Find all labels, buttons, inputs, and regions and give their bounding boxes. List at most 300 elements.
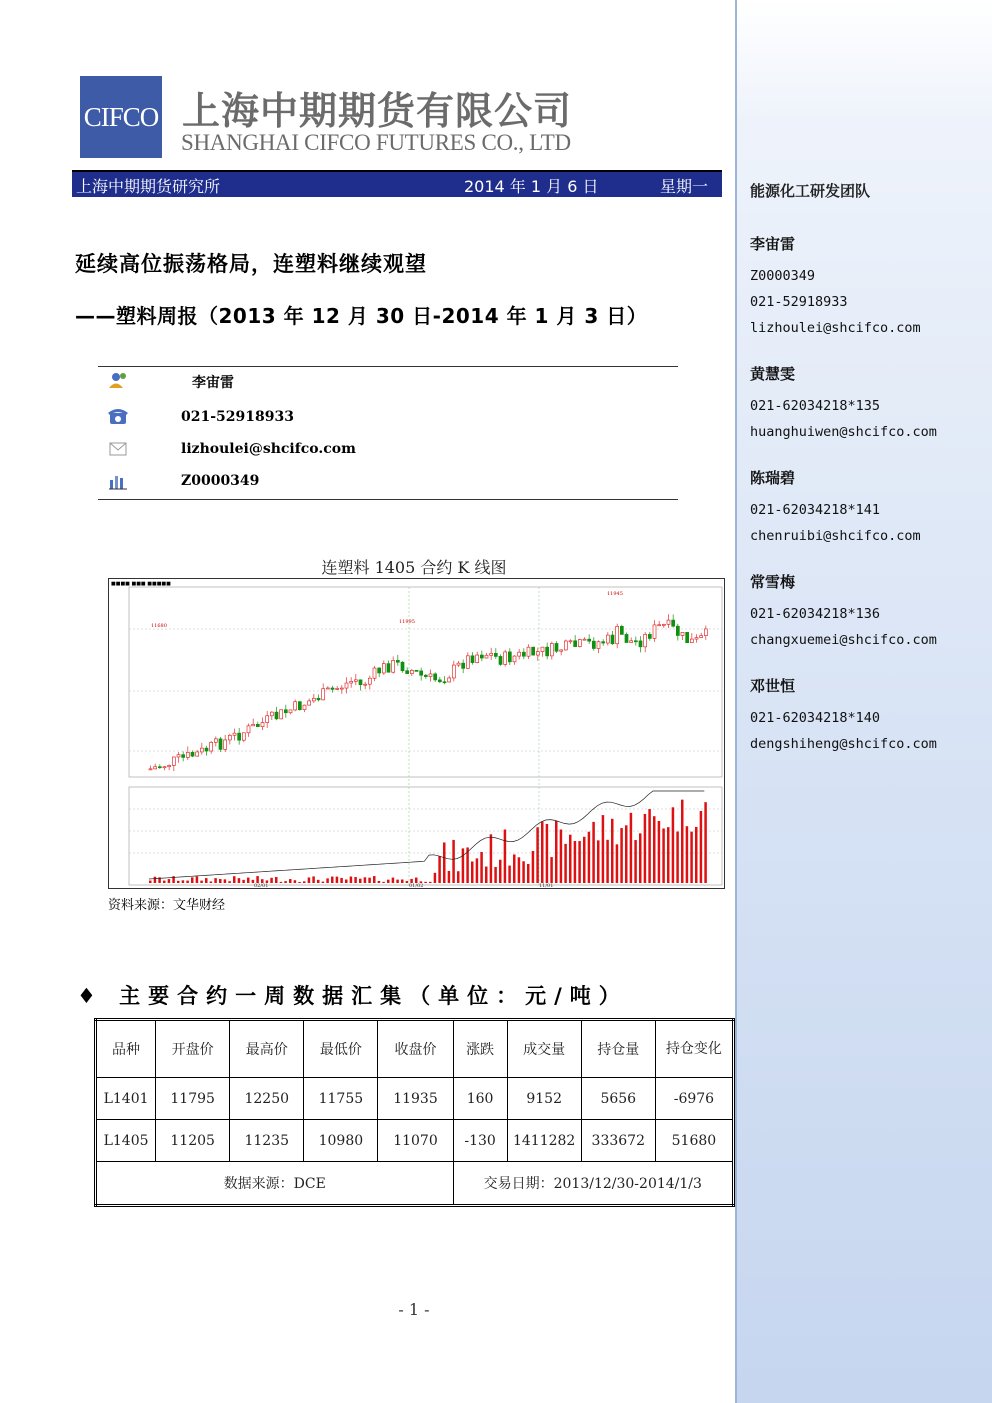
table-cell: 5656 (581, 1078, 655, 1120)
member-phone: 021-62034218*141 (750, 502, 881, 518)
candle-body (396, 660, 399, 662)
sidebar (735, 0, 992, 1403)
volume-bar (168, 879, 171, 883)
volume-bar (686, 826, 689, 883)
candle-body (592, 641, 595, 648)
volume-bar (228, 881, 231, 883)
candle-body (513, 656, 516, 662)
report-subtitle: ——塑料周报（2013 年 12 月 30 日-2014 年 1 月 3 日） (75, 304, 648, 328)
volume-bar (658, 821, 661, 883)
volume-bar (555, 821, 558, 883)
candle-body (634, 641, 637, 642)
volume-bar (681, 800, 684, 883)
candle-body (228, 735, 231, 740)
header-cell: 最高价 (230, 1020, 304, 1078)
volume-bar (536, 827, 539, 883)
table-trade-date: 交易日期：2013/12/30-2014/1/3 (453, 1162, 733, 1206)
candle-body (429, 674, 432, 677)
volume-bar (280, 882, 283, 883)
candle-body (177, 755, 180, 757)
volume-bar (560, 830, 563, 883)
candle-body (504, 652, 507, 665)
candle-body (340, 688, 343, 689)
candle-body (574, 641, 577, 647)
candle-body (191, 752, 194, 756)
volume-bar (457, 871, 460, 883)
volume-bar (438, 856, 441, 883)
candle-body (620, 626, 623, 634)
volume-bar (690, 832, 693, 883)
volume-bar (490, 834, 493, 883)
candle-body (378, 668, 381, 673)
member-email[interactable]: dengshiheng@shcifco.com (750, 736, 937, 752)
person-icon (108, 371, 128, 389)
member-phone: 021-62034218*136 (750, 606, 881, 622)
volume-bar (345, 880, 348, 883)
member-phone: 021-62034218*135 (750, 398, 881, 414)
header-cell: 品种 (96, 1020, 156, 1078)
member-name: 常雪梅 (750, 573, 796, 591)
volume-bar (284, 881, 287, 883)
volume-bar (424, 882, 427, 883)
sidebar-member (750, 467, 921, 549)
candle-body (233, 733, 236, 735)
volume-bar (331, 877, 334, 883)
table-cell: -130 (453, 1120, 507, 1162)
table-cell: 51680 (655, 1120, 733, 1162)
volume-bar (518, 857, 521, 883)
x-tick-label: 11/01 (539, 883, 554, 888)
volume-bar (275, 877, 278, 883)
volume-bar (200, 881, 203, 883)
chart-icon (108, 472, 128, 490)
volume-bar (620, 828, 623, 883)
volume-bar (564, 844, 567, 883)
volume-bar (186, 881, 189, 883)
volume-bar (312, 876, 315, 883)
volume-bar (676, 832, 679, 883)
candle-body (219, 739, 222, 750)
candle-body (686, 632, 689, 642)
logo-text: CIFCO (83, 101, 159, 132)
volume-bar (532, 851, 535, 883)
figure-caption: 连塑料 1405 合约 K 线图 (321, 558, 507, 577)
volume-bar (214, 878, 217, 883)
table-cell: 11070 (378, 1120, 453, 1162)
volume-bar (485, 867, 488, 883)
candle-body (532, 647, 535, 655)
candle-body (420, 671, 423, 675)
candle-body (476, 655, 479, 663)
volume-bar (476, 858, 479, 883)
volume-bar (569, 835, 572, 883)
candle-body (214, 739, 217, 742)
diamond-bullet-icon: ♦ (77, 984, 104, 1008)
candle-body (163, 767, 166, 768)
volume-bar (191, 877, 194, 883)
table-cell: -6976 (655, 1078, 733, 1120)
author-name: 李宙雷 (192, 375, 234, 391)
member-name: 邓世恒 (750, 677, 796, 695)
candle-body (578, 640, 581, 647)
envelope-icon (108, 440, 128, 458)
candle-body (667, 620, 670, 624)
candle-body (546, 647, 549, 656)
volume-bar (294, 880, 297, 883)
volume-bar (578, 841, 581, 883)
candle-body (345, 683, 348, 688)
banner-date: 2014 年 1 月 6 日 (464, 177, 599, 196)
company-name-en: SHANGHAI CIFCO FUTURES CO., LTD (181, 130, 571, 155)
volume-bar (396, 880, 399, 883)
volume-bar (368, 878, 371, 883)
header-cell: 开盘价 (156, 1020, 230, 1078)
table-cell: 12250 (230, 1078, 304, 1120)
volume-bar (616, 844, 619, 883)
candle-body (247, 726, 250, 733)
volume-bar (392, 878, 395, 883)
figure-source: 资料来源：文华财经 (108, 898, 226, 913)
volume-bar (504, 830, 507, 883)
candle-body (471, 656, 474, 663)
candle-body (434, 674, 437, 680)
candle-body (462, 663, 465, 668)
candle-body (452, 665, 455, 678)
volume-bar (210, 881, 213, 883)
volume-bar (373, 876, 376, 883)
volume-bar (434, 873, 437, 883)
price-panel (129, 587, 722, 777)
candle-body (354, 680, 357, 682)
page-number: - 1 - (398, 1300, 430, 1319)
candle-body (485, 655, 488, 658)
member-email[interactable]: lizhoulei@shcifco.com (750, 320, 921, 336)
table-row (96, 1078, 734, 1120)
volume-bar (662, 828, 665, 883)
candle-body (200, 748, 203, 752)
banner-institute: 上海中期期货研究所 (76, 177, 221, 196)
header-cell: 持仓量 (581, 1020, 655, 1078)
volume-bar (606, 840, 609, 883)
candle-body (588, 639, 591, 641)
candle-body (424, 675, 427, 676)
candle-body (522, 652, 525, 656)
candle-body (331, 688, 334, 689)
candle-body (364, 684, 367, 685)
volume-bar (644, 814, 647, 883)
sidebar-member (750, 233, 921, 341)
candle-body (443, 682, 446, 683)
candle-body (275, 712, 278, 719)
member-phone: 021-52918933 (750, 294, 848, 310)
volume-bar (429, 882, 432, 883)
candle-body (700, 636, 703, 638)
section-heading (77, 980, 628, 1010)
volume-bar (462, 848, 465, 883)
volume-bar (508, 866, 511, 883)
candle-body (294, 702, 297, 710)
header-cell: 持仓变化 (655, 1020, 733, 1078)
volume-bar (247, 878, 250, 883)
candle-body (359, 680, 362, 685)
table-source: 数据来源：DCE (96, 1162, 454, 1206)
candle-body (438, 680, 441, 682)
volume-bar (546, 824, 549, 883)
candle-body (312, 698, 315, 701)
volume-bar (359, 879, 362, 883)
table-cell: L1401 (96, 1078, 156, 1120)
candle-body (597, 642, 600, 649)
volume-bar (149, 881, 152, 883)
author-email[interactable]: lizhoulei@shcifco.com (181, 441, 356, 457)
candle-body (205, 748, 208, 751)
table-cell: L1405 (96, 1120, 156, 1162)
volume-bar (597, 840, 600, 883)
candle-body (681, 632, 684, 635)
volume-bar (541, 822, 544, 883)
candle-body (676, 626, 679, 635)
candle-body (252, 724, 255, 725)
sidebar-member (750, 363, 937, 445)
volume-bar (354, 877, 357, 883)
volume-bar (387, 880, 390, 883)
member-license: Z0000349 (750, 268, 816, 284)
table-cell: 11205 (156, 1120, 230, 1162)
candle-body (690, 639, 693, 643)
table-cell: 1411282 (507, 1120, 581, 1162)
contract-summary-table (94, 1018, 735, 1207)
volume-bar (308, 877, 311, 883)
candle-body (158, 767, 161, 768)
volume-bar (634, 840, 637, 883)
candle-body (280, 710, 283, 719)
candle-body (611, 635, 614, 644)
volume-bar (205, 878, 208, 883)
volume-bar (499, 860, 502, 883)
candle-body (368, 678, 371, 684)
volume-bar (443, 842, 446, 883)
candle-body (704, 629, 707, 636)
member-name: 黄慧雯 (750, 365, 796, 383)
sidebar-team-title: 能源化工研发团队 (750, 182, 871, 200)
candle-body (350, 681, 353, 683)
member-email[interactable]: huanghuiwen@shcifco.com (750, 424, 937, 440)
candle-body (322, 689, 325, 700)
candle-body (490, 653, 493, 655)
candle-body (662, 624, 665, 625)
sidebar-member (750, 675, 937, 757)
volume-bar (242, 880, 245, 883)
volume-bar (588, 832, 591, 883)
candle-body (210, 742, 213, 751)
candle-body (457, 663, 460, 665)
volume-bar (406, 881, 409, 883)
volume-bar (653, 816, 656, 883)
volume-bar (513, 854, 516, 883)
candle-body (336, 688, 339, 689)
candle-body (508, 652, 511, 662)
candle-body (401, 662, 404, 670)
candle-body (527, 647, 530, 656)
volume-bar (611, 819, 614, 883)
volume-bar (317, 880, 320, 883)
volume-bar (672, 807, 675, 883)
candle-body (653, 625, 656, 638)
author-phone: 021-52918933 (181, 409, 294, 425)
volume-bar (550, 857, 553, 883)
volume-bar (471, 861, 474, 883)
candle-body (317, 698, 320, 700)
volume-bar (340, 878, 343, 883)
candle-body (172, 757, 175, 765)
candle-body (154, 767, 157, 769)
member-name: 李宙雷 (750, 235, 796, 253)
table-cell: 11235 (230, 1120, 304, 1162)
volume-bar (602, 815, 605, 883)
candle-body (564, 641, 567, 650)
company-name-cn: 上海中期期货有限公司 (182, 89, 573, 133)
volume-bar (177, 881, 180, 883)
candle-body (616, 626, 619, 643)
volume-bar (289, 879, 292, 883)
candle-body (644, 634, 647, 646)
member-email[interactable]: chenruibi@shcifco.com (750, 528, 921, 544)
price-label: 11995 (399, 619, 415, 625)
volume-bar (448, 871, 451, 883)
candle-body (518, 652, 521, 656)
table-footer-row (96, 1162, 734, 1206)
author-license: Z0000349 (181, 473, 260, 489)
phone-icon (108, 408, 128, 426)
member-name: 陈瑞碧 (750, 469, 796, 487)
volume-bar (270, 878, 273, 883)
member-phone: 021-62034218*140 (750, 710, 881, 726)
candle-body (648, 634, 651, 638)
volume-bar (364, 877, 367, 883)
volume-bar (648, 809, 651, 883)
candle-body (695, 638, 698, 639)
volume-bar (630, 813, 633, 883)
volume-bar (238, 878, 241, 883)
volume-bar (452, 840, 455, 883)
candle-body (261, 723, 264, 727)
volume-bar (350, 877, 353, 883)
candle-body (149, 769, 152, 770)
candle-body (256, 724, 259, 726)
report-title: 延续高位振荡格局，连塑料继续观望 (75, 252, 427, 276)
table-cell: 11755 (304, 1078, 378, 1120)
candle-body (448, 678, 451, 682)
table-cell: 11795 (156, 1078, 230, 1120)
candle-body (373, 668, 376, 678)
candle-body (168, 765, 171, 766)
volume-bar (527, 864, 530, 883)
candle-body (196, 752, 199, 756)
volume-bar (336, 877, 339, 883)
header-cell: 收盘价 (378, 1020, 453, 1078)
candle-body (266, 716, 269, 723)
volume-bar (625, 825, 628, 883)
kline-chart (108, 578, 725, 889)
volume-bar (382, 882, 385, 883)
chart-header-text: ■■■■ ■■■ ■■■■■ (111, 581, 171, 587)
table-cell: 11935 (378, 1078, 453, 1120)
volume-bar (583, 837, 586, 883)
volume-bar (322, 882, 325, 883)
volume-bar (480, 852, 483, 883)
candle-body (480, 655, 483, 658)
candle-body (569, 641, 572, 642)
table-header-row (96, 1020, 734, 1078)
price-label: 11945 (607, 591, 623, 597)
volume-bar (298, 882, 301, 883)
candle-body (387, 664, 390, 673)
member-email[interactable]: changxuemei@shcifco.com (750, 632, 937, 648)
volume-bar (256, 876, 259, 883)
table-cell: 160 (453, 1078, 507, 1120)
candle-body (406, 671, 409, 674)
candle-body (238, 733, 241, 740)
candle-body (630, 641, 633, 643)
volume-bar (574, 841, 577, 883)
header-cell: 涨跌 (453, 1020, 507, 1078)
volume-bar (196, 876, 199, 883)
volume-bar (401, 879, 404, 883)
table-row (96, 1120, 734, 1162)
table-cell: 333672 (581, 1120, 655, 1162)
candle-body (289, 710, 292, 713)
candle-body (242, 733, 245, 740)
header-cell: 成交量 (507, 1020, 581, 1078)
volume-bar (494, 867, 497, 883)
volume-bar (667, 827, 670, 883)
candle-body (308, 701, 311, 705)
candle-body (326, 688, 329, 689)
candle-body (224, 740, 227, 749)
candle-body (182, 755, 185, 758)
price-label: 11680 (151, 623, 167, 629)
table-cell: 9152 (507, 1078, 581, 1120)
candle-body (550, 643, 553, 655)
volume-bar (182, 880, 185, 883)
candle-body (303, 705, 306, 710)
volume-bar (224, 879, 227, 883)
section-title: 主要合约一周数据汇集（单位：元/吨） (119, 984, 628, 1008)
volume-bar (700, 811, 703, 883)
volume-bar (695, 827, 698, 883)
candle-body (415, 670, 418, 671)
volume-bar (233, 876, 236, 883)
x-tick-label: 02/01 (254, 883, 269, 888)
candle-body (541, 647, 544, 652)
candle-body (658, 625, 661, 626)
table-cell: 10980 (304, 1120, 378, 1162)
candle-body (392, 660, 395, 672)
author-block (98, 366, 678, 500)
volume-bar (639, 833, 642, 883)
candle-body (382, 664, 385, 673)
candle-body (555, 643, 558, 651)
kline-chart-svg (109, 579, 724, 888)
candle-body (270, 712, 273, 716)
volume-bar (522, 861, 525, 883)
volume-bar (303, 881, 306, 883)
candle-body (536, 652, 539, 655)
volume-panel (129, 787, 722, 885)
candle-body (672, 620, 675, 626)
candle-body (560, 650, 563, 651)
candle-body (639, 641, 642, 647)
